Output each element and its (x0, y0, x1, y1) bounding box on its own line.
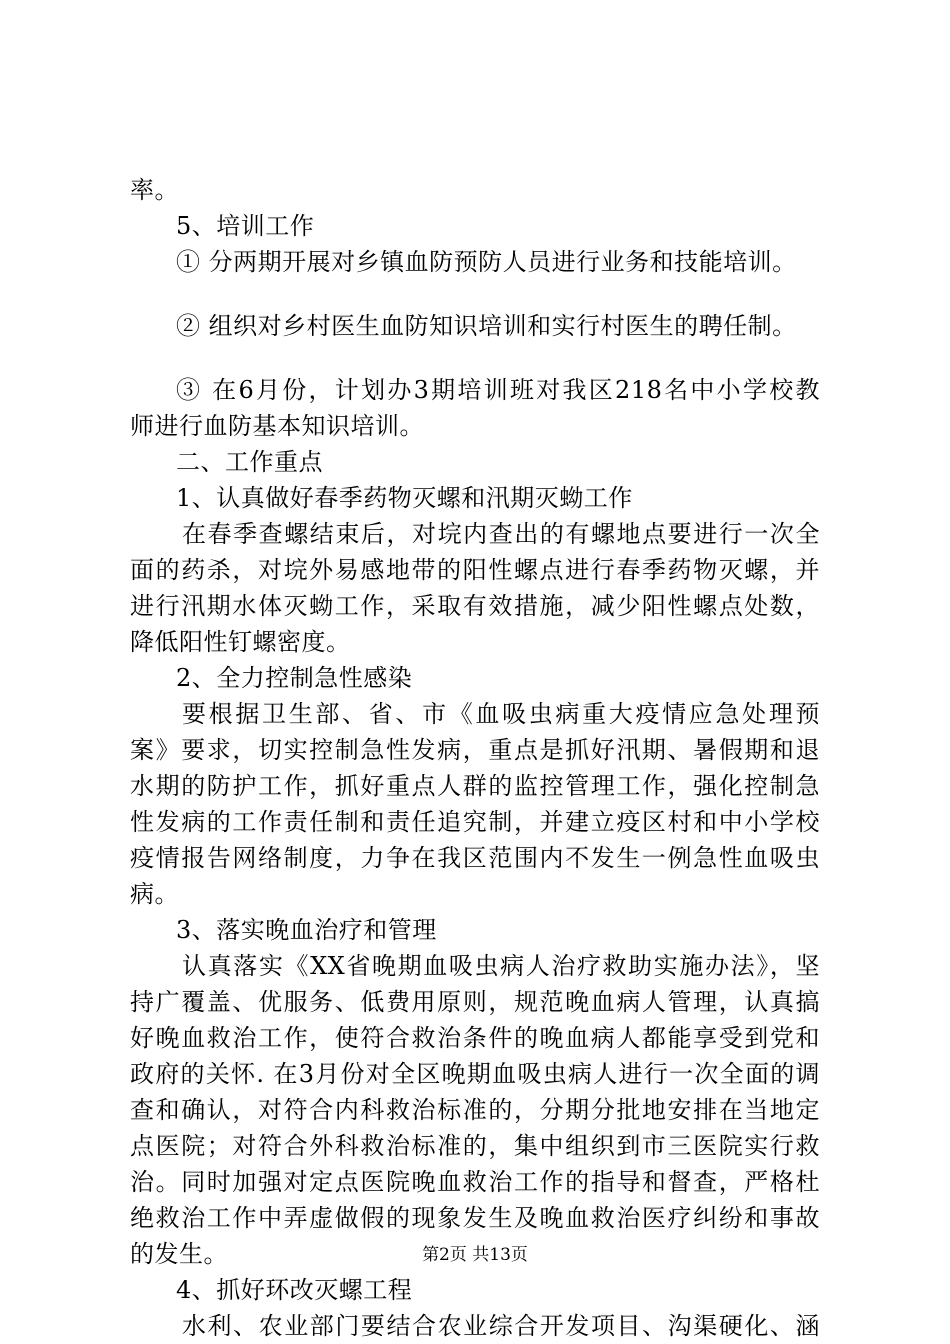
text-line: 疫情报告网络制度，力争在我区范围内不发生一例急性血吸虫 (130, 844, 820, 872)
paragraph-spacer (130, 344, 820, 372)
text-line: 面的药杀，对垸外易感地带的阳性螺点进行春季药物灭螺，并 (130, 556, 820, 584)
text-line: ① 分两期开展对乡镇血防预防人员进行业务和技能培训。 (176, 248, 797, 276)
text-line: 师进行血防基本知识培训。 (130, 412, 424, 440)
text-line: 率。 (130, 176, 179, 204)
text-line: 治。同时加强对定点医院晚血救治工作的指导和督查，严格杜 (130, 1168, 820, 1196)
text-line: 的发生。 (130, 1240, 228, 1268)
text-line: ② 组织对乡村医生血防知识培训和实行村医生的聘任制。 (176, 312, 797, 340)
text-line: 认真落实《XX省晚期血吸虫病人治疗救助实施办法》，坚 (182, 952, 820, 980)
text-line: ③ 在6月份，计划办3期培训班对我区218名中小学校教 (176, 376, 820, 404)
text-line: 在春季查螺结束后，对垸内查出的有螺地点要进行一次全 (182, 520, 820, 548)
text-line: 4、抓好环改灭螺工程 (176, 1276, 413, 1304)
text-line: 二、工作重点 (176, 448, 323, 476)
text-line: 病。 (130, 880, 179, 908)
text-line: 政府的关怀. 在3月份对全区晚期血吸虫病人进行一次全面的调 (130, 1060, 820, 1088)
text-line: 降低阳性钉螺密度。 (130, 628, 351, 656)
text-line: 5、培训工作 (176, 212, 315, 240)
page-number-footer: 第2页 共13页 (422, 1245, 528, 1265)
text-line: 绝救治工作中弄虚做假的现象发生及晚血救治医疗纠纷和事故 (130, 1204, 820, 1232)
text-line: 进行汛期水体灭蚴工作，采取有效措施，减少阳性螺点处数， (130, 592, 820, 620)
text-line: 性发病的工作责任制和责任追究制，并建立疫区村和中小学校 (130, 808, 820, 836)
text-line: 案》要求，切实控制急性发病，重点是抓好汛期、暑假期和退 (130, 736, 820, 764)
document-body (130, 172, 820, 1344)
text-line: 水期的防护工作，抓好重点人群的监控管理工作，强化控制急 (130, 772, 820, 800)
text-line: 点医院；对符合外科救治标准的，集中组织到市三医院实行救 (130, 1132, 820, 1160)
text-line: 2、全力控制急性感染 (176, 664, 413, 692)
text-line: 持广覆盖、优服务、低费用原则，规范晚血病人管理，认真搞 (130, 988, 820, 1016)
text-line: 3、落实晚血治疗和管理 (176, 916, 437, 944)
paragraph-spacer (130, 280, 820, 308)
text-line: 1、认真做好春季药物灭螺和汛期灭蚴工作 (176, 484, 633, 512)
text-line: 水利、农业部门要结合农业综合开发项目、沟渠硬化、涵 (182, 1312, 820, 1340)
text-line: 查和确认，对符合内科救治标准的，分期分批地安排在当地定 (130, 1096, 820, 1124)
text-line: 好晚血救治工作，使符合救治条件的晚血病人都能享受到党和 (130, 1024, 820, 1052)
text-line: 要根据卫生部、省、市《血吸虫病重大疫情应急处理预 (182, 700, 820, 728)
